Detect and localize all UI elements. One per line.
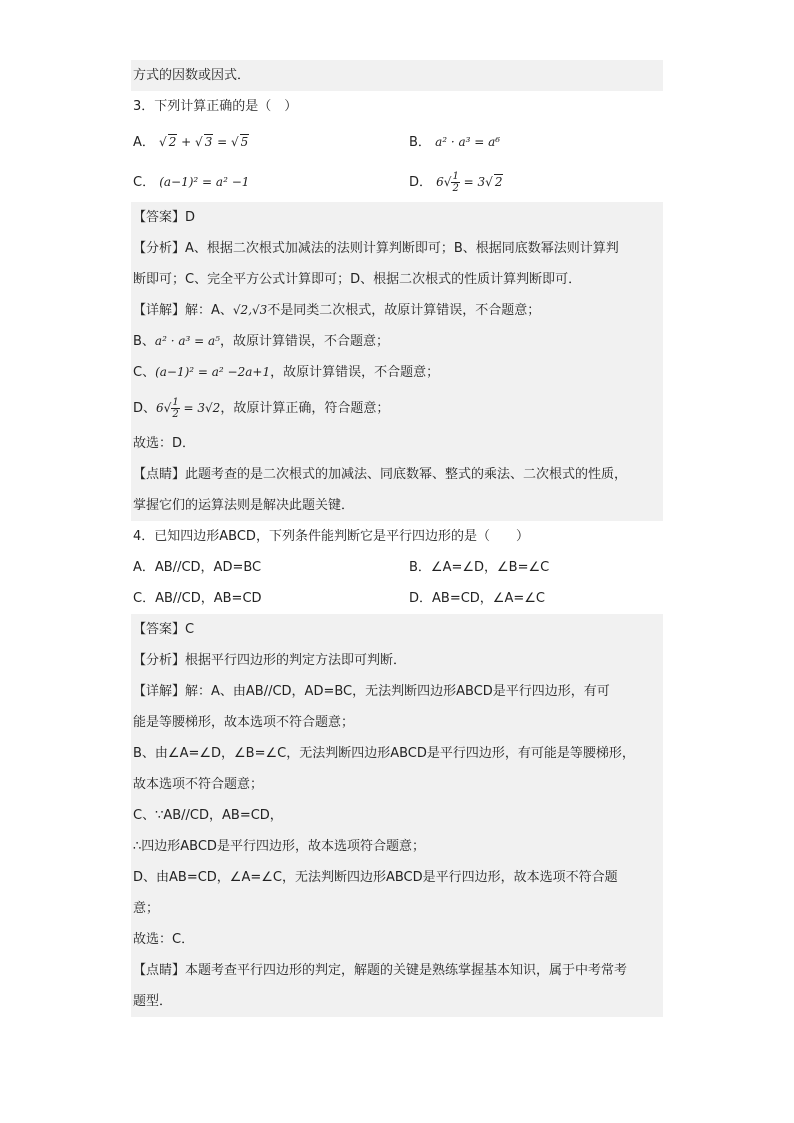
- question-4-detail-line-6: ∴四边形ABCD是平行四边形，故本选项符合题意；: [131, 831, 663, 862]
- question-3-analysis-line-1: 【分析】A、根据二次根式加减法的法则计算判断即可；B、根据同底数幂法则计算判: [131, 233, 663, 264]
- question-3-choose: 故选：D．: [131, 428, 663, 459]
- question-4-detail-line-3: B、由∠A=∠D，∠B=∠C，无法判断四边形ABCD是平行四边形，有可能是等腰梯形，: [131, 738, 663, 769]
- question-4-detail-line-4: 故本选项不符合题意；: [131, 769, 663, 800]
- option-c-expression: (a−1)² = a² −1: [159, 175, 250, 189]
- detail-a-roots: √2,√3: [232, 303, 268, 317]
- option-a-expression: √ 2 + √ 3 = √ 5: [159, 135, 249, 149]
- question-3-detail-a: 【详解】解：A、√2,√3不是同类二次根式，故原计算错误，不合题意；: [131, 295, 663, 326]
- detail-b-expression: a² · a³ = a⁵: [154, 334, 220, 348]
- detail-d-expression: 6√ $\frac{1}{2}$ = 3√2: [156, 397, 221, 420]
- option-a-label: A．: [133, 135, 155, 150]
- option-c-label: C．: [133, 175, 156, 190]
- q4-option-d: D．AB=CD，∠A=∠C: [409, 591, 545, 606]
- option-d-expression: 6√ $\frac{1}{2}$ = 3√ 2: [436, 171, 503, 194]
- option-d-label: D．: [409, 175, 433, 190]
- question-4-detail-line-7: D、由AB=CD，∠A=∠C，无法判断四边形ABCD是平行四边形，故本选项不符合题: [131, 862, 663, 893]
- intro-tail-line: 方式的因数或因式．: [131, 60, 663, 91]
- question-4-analysis: 【分析】根据平行四边形的判定方法即可判断．: [131, 645, 663, 676]
- option-d: [409, 162, 503, 203]
- question-3-options-row-2: [131, 162, 663, 202]
- option-a: [133, 122, 249, 163]
- question-3-detail-b: B、a² · a³ = a⁵，故原计算错误，不合题意；: [131, 326, 663, 357]
- question-3-detail-c: C、(a−1)² = a² −2a+1，故原计算错误，不合题意；: [131, 357, 663, 388]
- q4-option-b: B．∠A=∠D，∠B=∠C: [409, 560, 550, 575]
- question-3-detail-d: D、6√ $\frac{1}{2}$ = 3√2，故原计算正确，符合题意；: [131, 388, 663, 428]
- question-4-options-row-2: [131, 583, 663, 614]
- option-b: [409, 122, 500, 163]
- question-4-choose: 故选：C．: [131, 924, 663, 955]
- q4-option-c: C．AB//CD，AB=CD: [133, 591, 262, 606]
- question-3-comment-line-2: 掌握它们的运算法则是解决此题关键．: [131, 490, 663, 521]
- question-3-options-row-1: [131, 122, 663, 162]
- question-4-detail-line-5: C、∵AB//CD，AB=CD，: [131, 800, 663, 831]
- question-4-options-row-1: [131, 552, 663, 583]
- option-b-label: B．: [409, 135, 431, 150]
- question-4-detail-line-1: 【详解】解：A、由AB//CD，AD=BC，无法判断四边形ABCD是平行四边形，有可: [131, 676, 663, 707]
- question-4-detail-line-8: 意；: [131, 893, 663, 924]
- q4-option-a: A．AB//CD，AD=BC: [133, 560, 262, 575]
- question-3-comment-line-1: 【点睛】此题考查的是二次根式的加减法、同底数幂、整式的乘法、二次根式的性质，: [131, 459, 663, 490]
- question-3-answer: 【答案】D: [131, 202, 663, 233]
- question-4-comment-line-1: 【点睛】本题考查平行四边形的判定，解题的关键是熟练掌握基本知识，属于中考常考: [131, 955, 663, 986]
- question-4-comment-line-2: 题型．: [131, 986, 663, 1017]
- document-page: [131, 60, 663, 1017]
- question-4-stem: 4．已知四边形ABCD，下列条件能判断它是平行四边形的是（ ）: [133, 529, 529, 544]
- detail-c-expression: (a−1)² = a² −2a+1: [155, 365, 271, 379]
- question-4-detail-line-2: 能是等腰梯形，故本选项不符合题意；: [131, 707, 663, 738]
- question-3-stem: 3．下列计算正确的是（ ）: [133, 99, 298, 114]
- option-c: [133, 162, 249, 203]
- question-3-analysis-line-2: 断即可；C、完全平方公式计算即可；D、根据二次根式的性质计算判断即可．: [131, 264, 663, 295]
- question-4-answer: 【答案】C: [131, 614, 663, 645]
- option-b-expression: a² · a³ = a⁶: [435, 135, 501, 149]
